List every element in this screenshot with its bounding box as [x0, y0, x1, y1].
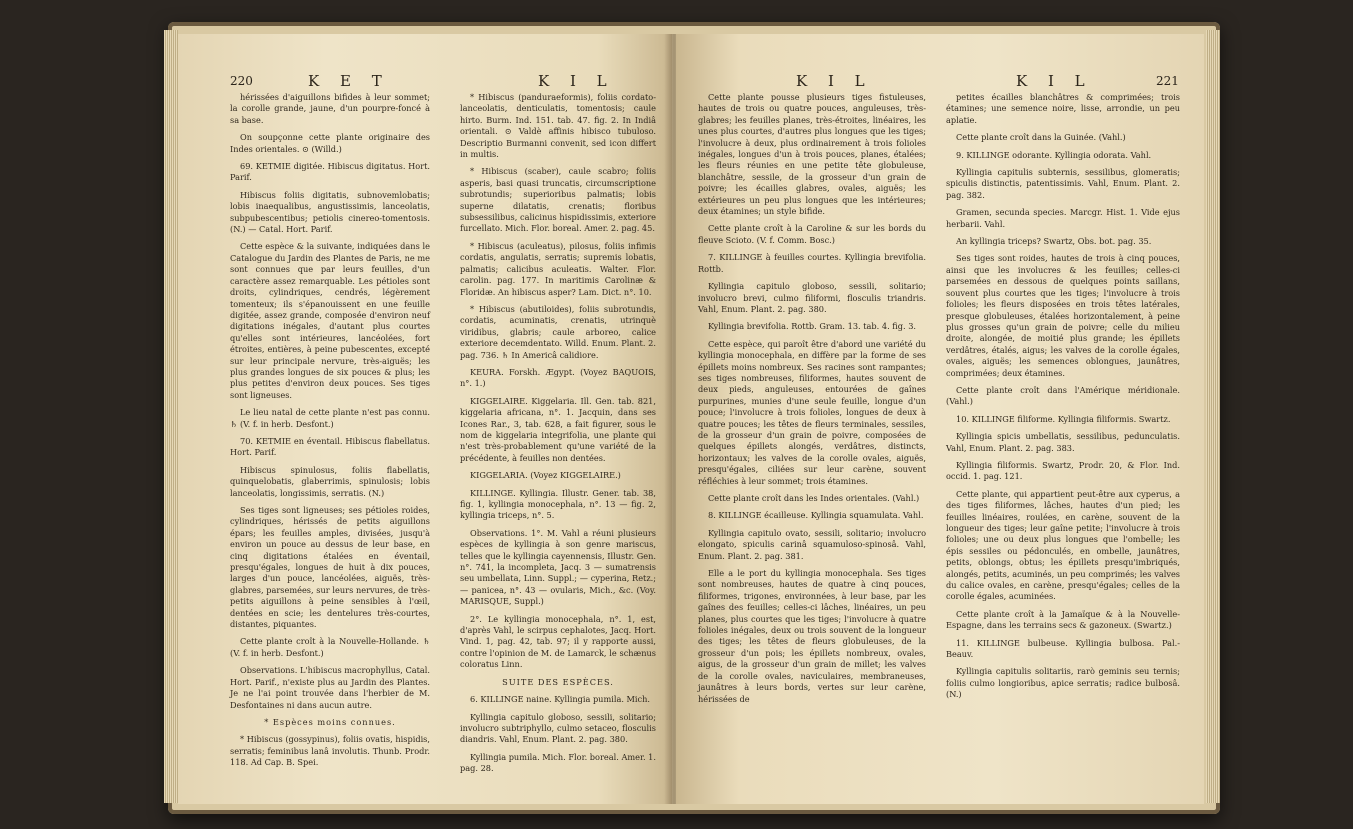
paragraph: Kyllingia capitulo ovato, sessili, solitario; involucro elongato, spiculis carinâ squamuloso-spinosâ. Vahl, Enum. Plant. 2. pag. 381.	[698, 527, 926, 561]
paragraph: * Espèces moins connues.	[264, 716, 396, 727]
page-number-right: 221	[1156, 74, 1179, 88]
paragraph: KIGGELARIA. (Voyez KIGGELAIRE.)	[470, 470, 621, 481]
paragraph: Kyllingia pumila. Mich. Flor. boreal. Amer. 1. pag. 28.	[460, 751, 656, 774]
paragraph: Cette plante croît dans la Guinée. (Vahl.)	[956, 132, 1126, 143]
paragraph: hérissées d'aiguillons bifides à leur sommet; la corolle grande, jaune, d'un pourpre-foncé à sa base.	[230, 92, 430, 125]
paragraph: An kyllingia triceps? Swartz, Obs. bot. pag. 35.	[956, 236, 1152, 247]
running-head-right-col1: K I L	[796, 72, 873, 90]
paragraph: Cette espèce, qui paroît être d'abord une variété du kyllingia monocephala, en diffère par la forme de ses épillets moins nombreux. Ses racines sont rampantes; ses tiges nombreuses, filiformes, hautes souvent de deux pieds, anguleuses, entourées de gaînes purpurines, munies d'une seule feuille, longue d'un pouce; l'involucre à trois folioles, longues de deux à quatre pouces; les têtes de fleurs terminales, sessiles, de la grosseur d'un grain de poivre, composées de quelques épillets alongés, verdâtres, distincts, horizontaux; les valves de la corolle ovales, aiguës, presqu'égales, ciliées sur leur carène, souvent réfléchies à leur sommet; trois étamines.	[698, 338, 926, 486]
paragraph: 8. KILLINGE écailleuse. Kyllingia squamulata. Vahl.	[708, 510, 924, 521]
left-page-column-1	[230, 92, 430, 775]
paragraph: Gramen, secunda species. Marcgr. Hist. 1. Vide ejus herbarii. Vahl.	[946, 207, 1180, 229]
paragraph: SUITE DES ESPÈCES.	[502, 676, 614, 687]
paragraph: Hibiscus foliis digitatis, subnovemlobatis; lobis inaequalibus, angustissimis, lanceolatis, subpubescentibus; petiolis cinereo-tomentosis. (N.) — Catal. Hort. Parif.	[230, 189, 430, 235]
paragraph: Kyllingia brevifolia. Rottb. Gram. 13. tab. 4. fig. 3.	[708, 321, 917, 332]
right-page-column-1	[698, 92, 926, 711]
running-head-left: K E T	[308, 72, 390, 90]
paragraph: 6. KILLINGE naine. Kyllingia pumila. Mich.	[470, 694, 651, 705]
running-head-left-col2: K I L	[538, 72, 615, 90]
paragraph: * Hibiscus (abutiloides), foliis subrotundis, cordatis, acuminatis, crenatis, utrinquè viridibus, glabris; caule arboreo, calice exteriore decemdentato. Willd. Enum. Plant. 2. pag. 736. ♄ In Americâ calidiore.	[460, 303, 656, 360]
paragraph: Cette plante croît à la Caroline & sur les bords du fleuve Scioto. (V. f. Comm. Bosc.)	[698, 223, 926, 245]
page-number-left: 220	[230, 74, 253, 88]
page-edges-right	[1206, 30, 1220, 803]
paragraph: Ses tiges sont ligneuses; ses pétioles roides, cylindriques, hérissés de petits aiguillons épars; les feuilles amples, divisées, jusqu'à environ un pouce au dessus de leur base, en cinq digitations étalées en éventail, presqu'égales, longues de huit à dix pouces, larges d'un pouce, lancéolées, aiguës, très-glabres, parsemées, sur leurs nervures, de très-petits aiguillons à peine sensibles à l'œil, dentées en scie; les dentelures très-courtes, distantes, piquantes.	[230, 505, 430, 630]
paragraph: 7. KILLINGE à feuilles courtes. Kyllingia brevifolia. Rottb.	[698, 252, 926, 274]
paragraph: KIGGELAIRE. Kiggelaria. Ill. Gen. tab. 821, kiggelaria africana, n°. 1. Jacquin, dans ses Icones Rar., 3, tab. 628, a fait figurer, sous le nom de kiggelaria integrifolia, une plante qui n'est très-probablement qu'une variété de la précédente, à feuilles non dentées.	[460, 395, 656, 463]
paragraph: Ses tiges sont roides, hautes de trois à cinq pouces, ainsi que les involucres & les feuilles; celles-ci parsemées en dessous de quelques points saillans, souvent plus courtes que les tiges; l'involucre à trois folioles; les fleurs disposées en trois têtes latérales, presque globuleuses, étalées horizontalement, à peine plus grosses qu'un grain de poivre; celle du milieu droite, alongée, de moitié plus grande; les épillets verdâtres, étalés, aigus; les valves de la corolle égales, ovales, aiguës; les semences oblongues, jaunâtres, comprimées; deux étamines.	[946, 253, 1180, 378]
right-page	[676, 34, 1204, 804]
paragraph: 11. KILLINGE bulbeuse. Kyllingia bulbosa. Pal.-Beauv.	[946, 637, 1180, 660]
paragraph: petites écailles blanchâtres & comprimées; trois étamines; une semence noire, lisse, arrondie, un peu aplatie.	[946, 92, 1180, 125]
left-page	[178, 34, 672, 804]
paragraph: 2°. Le kyllingia monocephala, n°. 1, est, d'après Vahl, le scirpus cephalotes, Jacq. Hort. Vind. 1, pag. 42, tab. 97; il y rapporte aussi, contre l'opinion de M. de Lamarck, le schænus coloratus Linn.	[460, 613, 656, 670]
running-head-right: K I L	[1016, 72, 1093, 90]
paragraph: * Hibiscus (panduraeformis), foliis cordato-lanceolatis, denticulatis, tomentosis; caule hirto. Burm. Ind. 151. tab. 47. fig. 2. In Indiâ orientali. ⊙ Valdè affinis hibisco tubuloso. Descriptio Burmanni convenit, sed icon differt in multis.	[460, 92, 656, 160]
paragraph: Cette espèce & la suivante, indiquées dans le Catalogue du Jardin des Plantes de Paris, ne me sont connues que par leurs feuilles, d'un caractère assez remarquable. Les pétioles sont droits, cylindriques, cendrés, légèrement tomenteux; ils s'épanouissent en une feuille digitée, assez grande, composée d'environ neuf digitations inégales, d'autant plus courtes qu'elles sont intérieures, lancéolées, fort étroites, entières, à peine pubescentes, excepté sur leur principale nervure, très-aiguës; les plus grandes longues de six pouces & plus; les plus petites d'environ deux pouces. Ses tiges sont ligneuses.	[230, 241, 430, 400]
paragraph: * Hibiscus (scaber), caule scabro; foliis asperis, basi quasi truncatis, circumscriptione subrotundis; superioribus palmatis; lobis superne dilatatis, crenatis; floribus subsessilibus, calicinus hispidissimis, exteriore furcellato. Mich. Flor. boreal. Amer. 2. pag. 45.	[460, 166, 656, 234]
paragraph: * Hibiscus (gossypinus), foliis ovatis, hispidis, serratis; feminibus lanâ involutis. Thunb. Prodr. 118. Ad Cap. B. Spei.	[230, 734, 430, 768]
paragraph: Cette plante croît à la Nouvelle-Hollande. ♄ (V. f. in herb. Desfont.)	[230, 636, 430, 658]
paragraph: On soupçonne cette plante originaire des Indes orientales. ⊙ (Willd.)	[230, 132, 430, 154]
paragraph: Le lieu natal de cette plante n'est pas connu. ♄ (V. f. in herb. Desfont.)	[230, 407, 430, 429]
paragraph: Cette plante croît dans l'Amérique méridionale. (Vahl.)	[946, 384, 1180, 407]
page-edges-left	[164, 30, 178, 803]
paragraph: Observations. 1°. M. Vahl a réuni plusieurs espèces de kyllingia à son genre mariscus, telles que le kyllingia cayennensis, Illustr. Gen. n°. 741, la incompleta, Jacq. 3 — sumatrensis seu umbellata, Linn. Suppl.; — cyperina, Retz.; — panicea, n°. 43 — ovularis, Mich., &c. (Voy. MARISQUE, Suppl.)	[460, 527, 656, 607]
paragraph: Kyllingia capitulo globoso, sessili, solitario; involucro subtriphyllo, culmo setaceo, flosculis diandris. Vahl, Enum. Plant. 2. pag. 380.	[460, 711, 656, 745]
paragraph: KILLINGE. Kyllingia. Illustr. Gener. tab. 38, fig. 1, kyllingia monocephala, n°. 13 — fig. 2, kyllingia triceps, n°. 5.	[460, 487, 656, 521]
paragraph: Cette plante croît à la Jamaïque & à la Nouvelle-Espagne, dans les terrains secs & gazoneux. (Swartz.)	[946, 608, 1180, 631]
paragraph: Observations. L'hibiscus macrophyllus, Catal. Hort. Parif., n'existe plus au Jardin des Plantes. Je ne l'ai point trouvée dans l'herbier de M. Desfontaines ni dans aucun autre.	[230, 665, 430, 710]
paragraph: Hibiscus spinulosus, foliis flabellatis, quinquelobatis, glaberrimis, spinulosis; lobis lanceolatis, longissimis, serratis. (N.)	[230, 464, 430, 498]
paragraph: Kyllingia capitulo globoso, sessili, solitario; involucro brevi, culmo filiformi, flosculis triandris. Vahl, Enum. Plant. 2. pag. 380.	[698, 281, 926, 314]
paragraph: 10. KILLINGE filiforme. Kyllingia filiformis. Swartz.	[956, 413, 1171, 424]
paragraph: Kyllingia capitulis solitariis, rarò geminis seu ternis; foliis culmo longioribus, apice serratis; radice bulbosâ. (N.)	[946, 666, 1180, 700]
paragraph: Kyllingia filiformis. Swartz, Prodr. 20, & Flor. Ind. occid. 1. pag. 121.	[946, 459, 1180, 482]
paragraph: * Hibiscus (aculeatus), pilosus, foliis infimis cordatis, angulatis, serratis; supremis lobatis, palmatis; calicibus aculeatis. Walter. Flor. carolin. pag. 177. In maritimis Carolinæ & Floridæ. An hibiscus asper? Lam. Dict. n°. 10.	[460, 240, 656, 297]
right-page-column-2	[946, 92, 1180, 707]
paragraph: Cette plante croît dans les Indes orientales. (Vahl.)	[708, 493, 920, 503]
left-page-column-2	[460, 92, 656, 781]
paragraph: Cette plante pousse plusieurs tiges fistuleuses, hautes de trois ou quatre pouces, anguleuses, très-glabres; les feuilles planes, très-étroites, linéaires, les unes plus courtes, d'autres plus longues que les tiges; l'involucre à deux, plus ordinairement à trois folioles inégales, longues d'un à trois pouces, planes, étalées; les fleurs réunies en une petite tête globuleuse, blanchâtre, sessile, de la grosseur d'un grain de poivre; les écailles glabres, ovales, aiguës; les extérieures un peu plus longues que les intérieures; deux étamines; un style bifide.	[698, 92, 926, 217]
paragraph: Cette plante, qui appartient peut-être aux cyperus, a des tiges filiformes, lâches, hautes d'un pied; les feuilles linéaires, roulées, en carène, souvent de la longueur des tiges; leur gaîne petite; l'involucre à trois folioles; une ou deux plus longues que l'ombelle; les épis sessiles ou pédonculés, en ombelle, jaunâtres, petits, oblongs, obtus; les épillets presqu'imbriqués, alongés, petits, acuminés, un peu comprimés; les valves du calice ovales, en carène, presqu'égales; celles de la corolle égales, acuminées.	[946, 488, 1180, 602]
paragraph: 9. KILLINGE odorante. Kyllingia odorata. Vahl.	[956, 149, 1152, 160]
paragraph: KEURA. Forskh. Ægypt. (Voyez BAQUOIS, n°. 1.)	[460, 366, 656, 389]
paragraph: 69. KETMIE digitée. Hibiscus digitatus. Hort. Parif.	[230, 161, 430, 183]
paragraph: Kyllingia capitulis subternis, sessilibus, glomeratis; spiculis distinctis, patentissimis. Vahl, Enum. Plant. 2. pag. 382.	[946, 167, 1180, 200]
paragraph: Kyllingia spicis umbellatis, sessilibus, pedunculatis. Vahl, Enum. Plant. 2. pag. 383.	[946, 431, 1180, 453]
paragraph: Elle a le port du kyllingia monocephala. Ses tiges sont nombreuses, hautes de quatre à cinq pouces, filiformes, trigones, environnées, à leur base, par les gaînes des feuilles; celles-ci lâches, linéaires, un peu planes, plus courtes que les tiges; l'involucre à quatre folioles inégales, deux ou trois souvent de la longueur des tiges; les têtes de fleurs globuleuses, de la grosseur d'un pois; les épillets nombreux, ovales, aigus, de la grosseur d'un grain de millet; les valves de la corolle ovales, naviculaires, membraneuses, jaunâtres à leurs bords, vertes sur leur carène, hérissées de	[698, 568, 926, 704]
paragraph: 70. KETMIE en éventail. Hibiscus flabellatus. Hort. Parif.	[230, 435, 430, 458]
